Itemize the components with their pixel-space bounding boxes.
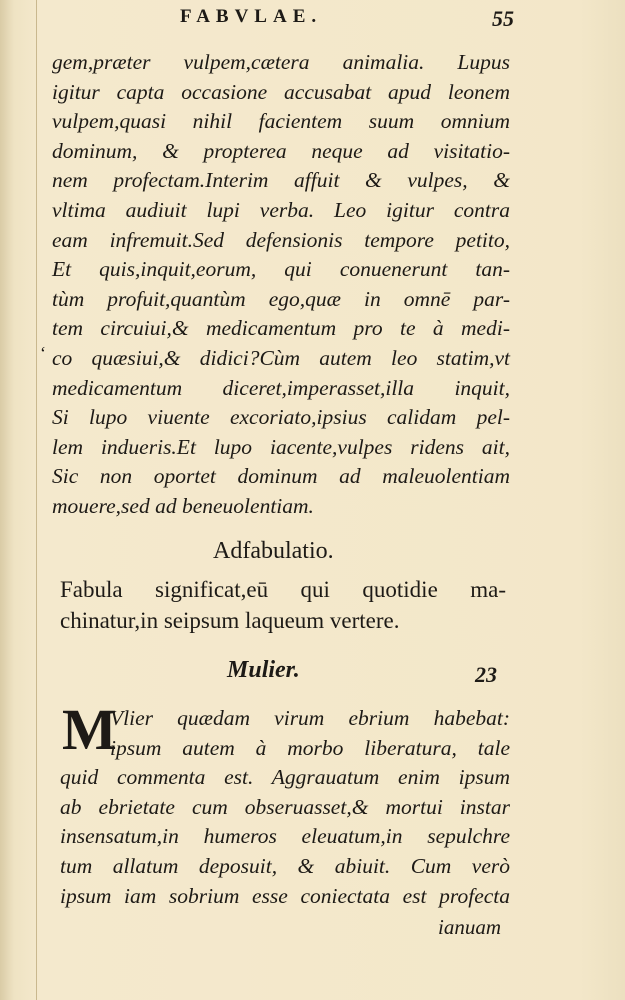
running-head: FABVLAE. [180,6,323,27]
fable-text-continued [52,48,510,522]
text-line: Si lupo viuente excoriato,ipsius calidam pel- [52,405,510,430]
text-line: ipsum autem à morbo liberatura, tale [110,735,510,760]
moral-text [60,574,506,636]
fable-title: Mulier. [227,657,300,683]
fable-number: 23 [475,662,497,687]
text-line: Vlier quædam virum ebrium habebat: [110,706,510,730]
text-line: vltima audiuit lupi verba. Leo igitur contra [52,197,510,222]
text-line: co quæsiui,& didici?Cùm autem leo statim,vt [52,345,510,370]
margin-mark: ʻ [40,343,46,363]
text-line: tùm profuit,quantùm ego,quæ in omnē par- [52,286,510,311]
text-line: ab ebrietate cum obseruasset,& mortui instar [60,794,510,819]
text-line: dominum, & propterea neque ad visitatio- [52,138,510,163]
text-line: lem indueris.Et lupo iacente,vulpes ridens ait, [52,434,510,459]
text-line: ipsum iam sobrium esse coniectata est profecta [60,883,510,908]
section-heading: Adfabulatio. [213,538,334,564]
text-line: insensatum,in humeros eleuatum,in sepulchre [60,824,510,849]
gutter-shadow [36,0,37,1000]
text-line: Et quis,inquit,eorum, qui conuenerunt tan- [52,257,510,282]
text-line: vulpem,quasi nihil facientem suum omnium [52,109,510,134]
text-line: igitur capta occasione accusabat apud leonem [52,79,510,104]
text-line: gem,præter vulpem,cætera animalia. Lupus [52,50,510,74]
text-line: medicamentum diceret,imperasset,illa inquit, [52,375,510,400]
text-line: nem profectam.Interim affuit & vulpes, & [52,168,510,193]
text-line: tem circuiui,& medicamentum pro te à medi- [52,316,510,341]
catchword: ianuam [438,915,501,939]
text-line: Sic non oportet dominum ad maleuolentiam [52,464,510,489]
text-line: Fabula significat,eū qui quotidie ma- [60,577,506,602]
drop-cap: M [62,697,117,762]
text-line: tum allatum deposuit, & abiuit. Cum verò [60,853,510,878]
fable-text [60,697,510,911]
text-line: mouere,sed ad beneuolentiam. [52,493,314,518]
page-number: 55 [492,6,514,31]
text-line: quid commenta est. Aggrauatum enim ipsum [60,765,510,790]
text-line: chinatur,in seipsum laqueum vertere. [60,608,400,633]
text-line: eam infremuit.Sed defensionis tempore petito, [52,227,510,252]
